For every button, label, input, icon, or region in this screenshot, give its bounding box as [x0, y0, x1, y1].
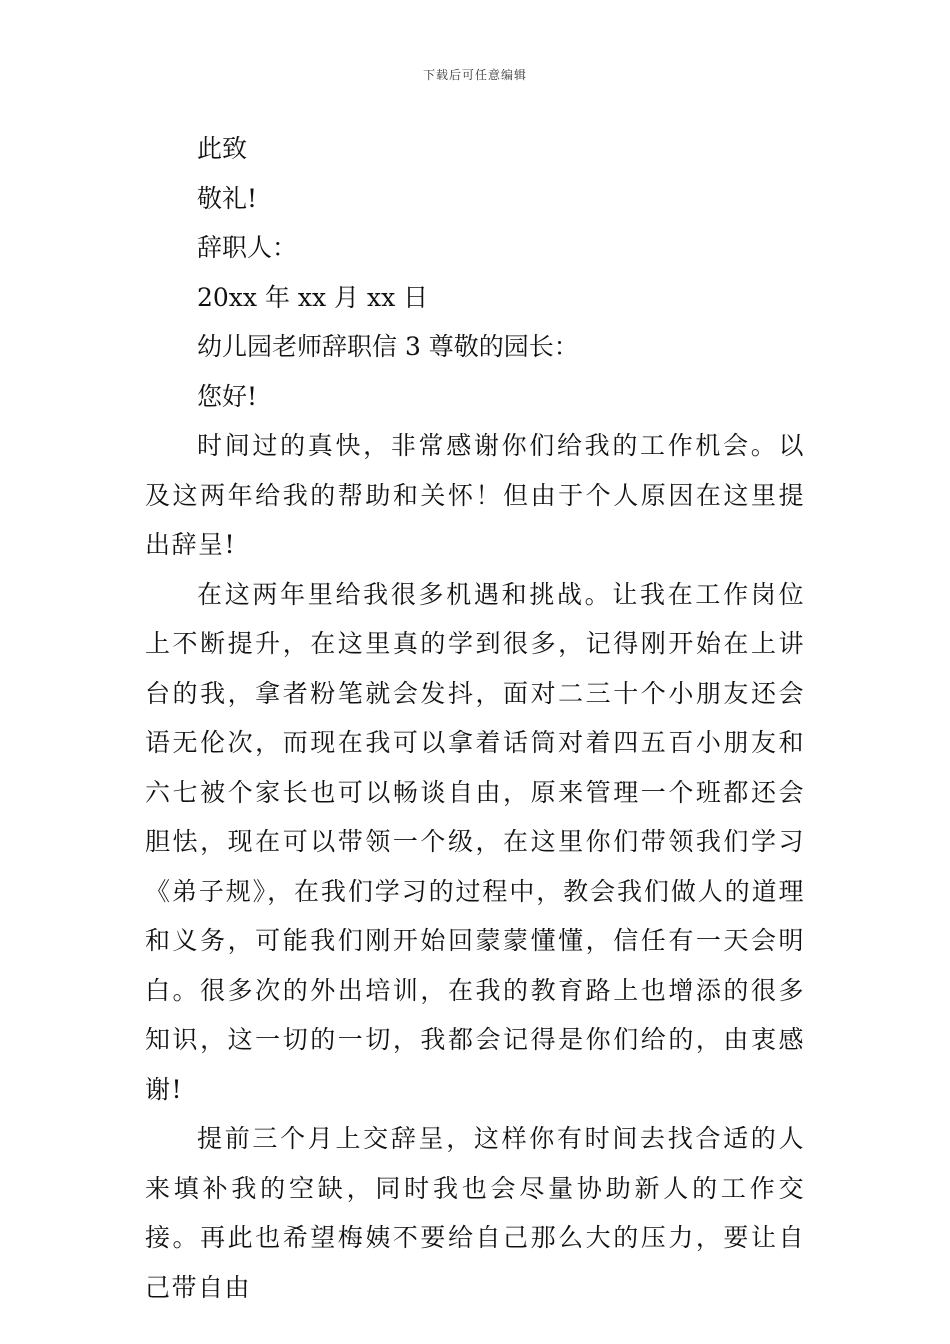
- next-letter-title: 幼儿园老师辞职信 3 尊敬的园长：: [197, 332, 579, 361]
- letter-body: [145, 124, 805, 1312]
- closing-line-1: 此致: [197, 134, 248, 163]
- greeting: 您好!: [197, 381, 258, 411]
- signature-label: 辞职人：: [197, 233, 298, 262]
- paragraph-2: 在这两年里给我很多机遇和挑战。让我在工作岗位上不断提升，在这里真的学到很多，记得刚开始在上讲台的我，拿者粉笔就会发抖，面对二三十个小朋友还会语无伦次，而现在我可以拿着话筒对着四五百小朋友和六七被个家长也可以畅谈自由，原来管理一个班都还会胆怯，现在可以带领一个级，在这里你们带领我们学习《弟子规》，在我们学习的过程中，教会我们做人的道理和义务，可能我们刚开始回蒙蒙懂懂，信任有一天会明白。很多次的外出培训，在我的教育路上也增添的很多知识，这一切的一切，我都会记得是你们给的，由衷感谢!: [145, 579, 805, 1104]
- page-header-note: 下载后可任意编辑: [422, 68, 527, 82]
- paragraph-3: 提前三个月上交辞呈，这样你有时间去找合适的人来填补我的空缺，同时我也会尽量协助新人的工作交接。再此也希望梅姨不要给自己那么大的压力，要让自己带自由: [145, 1124, 805, 1302]
- letter-date: 20xx 年 xx 月 xx 日: [197, 282, 429, 312]
- paragraph-1: 时间过的真快，非常感谢你们给我的工作机会。以及这两年给我的帮助和关怀！但由于个人原因在这里提出辞呈!: [145, 431, 805, 559]
- closing-line-2: 敬礼!: [197, 183, 258, 213]
